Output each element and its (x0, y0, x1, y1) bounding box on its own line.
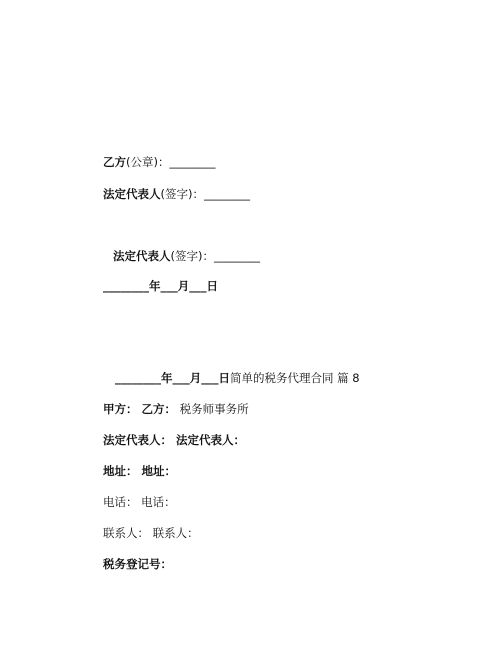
parties-line (103, 402, 249, 416)
date-field-1: ________年___月___日 (103, 279, 218, 293)
phone-labels: 电话： 电话： (103, 495, 176, 509)
date-field-2: ________年___月___日 (115, 371, 230, 385)
party-b-label: 乙方 (103, 155, 126, 169)
party-b-name: 税务师事务所 (176, 402, 249, 416)
address-labels: 地址： 地址： (103, 464, 177, 478)
legal-rep-line (103, 433, 245, 447)
contract-heading-line (115, 371, 360, 385)
legal-rep-signature-field-2: (签字)：________ (170, 249, 260, 263)
legal-rep-signature-field-1: (签字)：________ (160, 187, 250, 201)
legal-rep-label-2: 法定代表人 (113, 249, 171, 263)
party-b-seal-line (103, 155, 215, 169)
party-a-b-labels: 甲方： 乙方： (103, 402, 177, 416)
tax-registration-line: 税务登记号： (103, 557, 172, 571)
contract-title: 简单的税务代理合同 篇 8 (230, 371, 360, 385)
legal-rep-signature-line-1 (103, 187, 250, 201)
legal-rep-labels: 法定代表人： 法定代表人： (103, 433, 246, 447)
phone-line (103, 495, 176, 509)
party-b-seal-field: (公章)：________ (126, 155, 216, 169)
legal-rep-label-1: 法定代表人 (103, 187, 161, 201)
date-line-1 (103, 279, 218, 293)
contact-line (103, 526, 199, 540)
address-line (103, 464, 176, 478)
contact-labels: 联系人： 联系人： (103, 526, 199, 540)
legal-rep-signature-line-2 (113, 249, 260, 263)
